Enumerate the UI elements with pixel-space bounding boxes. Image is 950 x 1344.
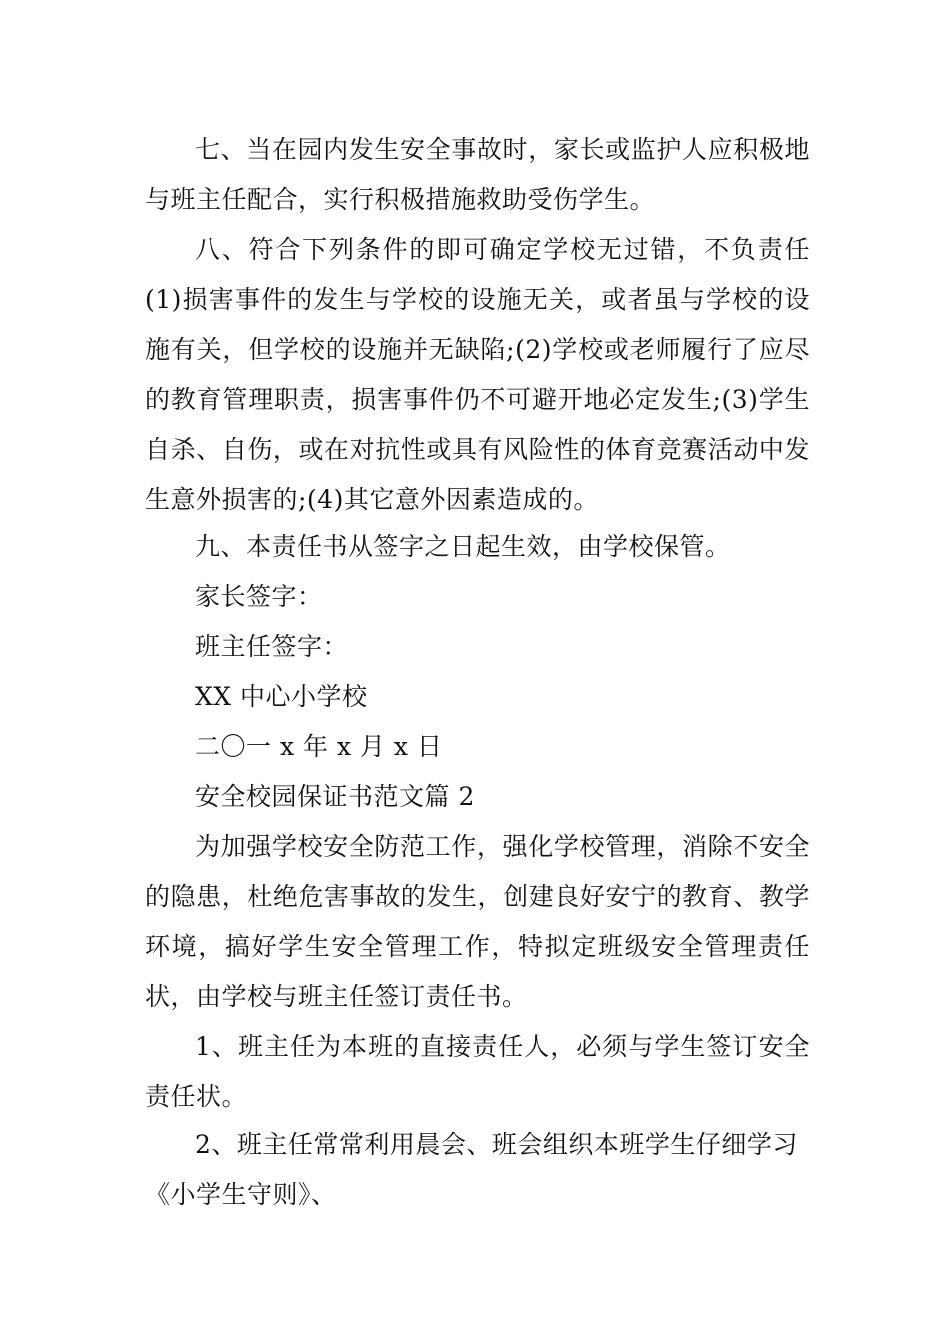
school-name: XX 中心小学校 xyxy=(195,682,368,711)
article-body-section-4 xyxy=(145,1022,810,1122)
paragraph-item-8: 八、符合下列条件的即可确定学校无过错，不负责任(1)损害事件的发生与学校的设施无关，或者虽与学校的设施有关，但学校的设施并无缺陷;(2)学校或老师履行了应尽的教育管理职责，损害事件仍不可避开地必定发生;(3)学生自杀、自伤，或在对抗性或具有风险性的体育竞赛活动中发生意外损害的;(4)其它意外因素造成的。 xyxy=(145,235,810,514)
rule-item-2: 2、班主任常常利用晨会、班会组织本班学生仔细学习 xyxy=(195,1130,798,1159)
paragraph-item-9: 九、本责任书从签字之日起生效，由学校保管。 xyxy=(195,532,731,561)
article-body-section-5 xyxy=(145,1120,810,1220)
article-body-section-1 xyxy=(145,125,810,525)
paragraph-item-7: 七、当在园内发生安全事故时，家长或监护人应积极地与班主任配合，实行积极措施救助受伤学生。 xyxy=(145,135,810,214)
article-body-section-2 xyxy=(145,522,810,822)
section-heading: 安全校园保证书范文篇 2 xyxy=(195,782,475,811)
rule-item-1: 1、班主任为本班的直接责任人，必须与学生签订安全责任状。 xyxy=(145,1032,810,1111)
document-date: 二〇一 x 年 x 月 x 日 xyxy=(195,732,443,761)
rule-item-2-continued: 《小学生守则》、 xyxy=(145,1180,337,1209)
parent-signature-label: 家长签字： xyxy=(195,582,323,611)
teacher-signature-label: 班主任签字： xyxy=(195,632,349,661)
intro-paragraph: 为加强学校安全防范工作，强化学校管理，消除不安全的隐患，杜绝危害事故的发生，创建良好安宁的教育、教学环境，搞好学生安全管理工作，特拟定班级安全管理责任状，由学校与班主任签订责任书。 xyxy=(145,832,810,1011)
article-body-section-3 xyxy=(145,822,810,1022)
